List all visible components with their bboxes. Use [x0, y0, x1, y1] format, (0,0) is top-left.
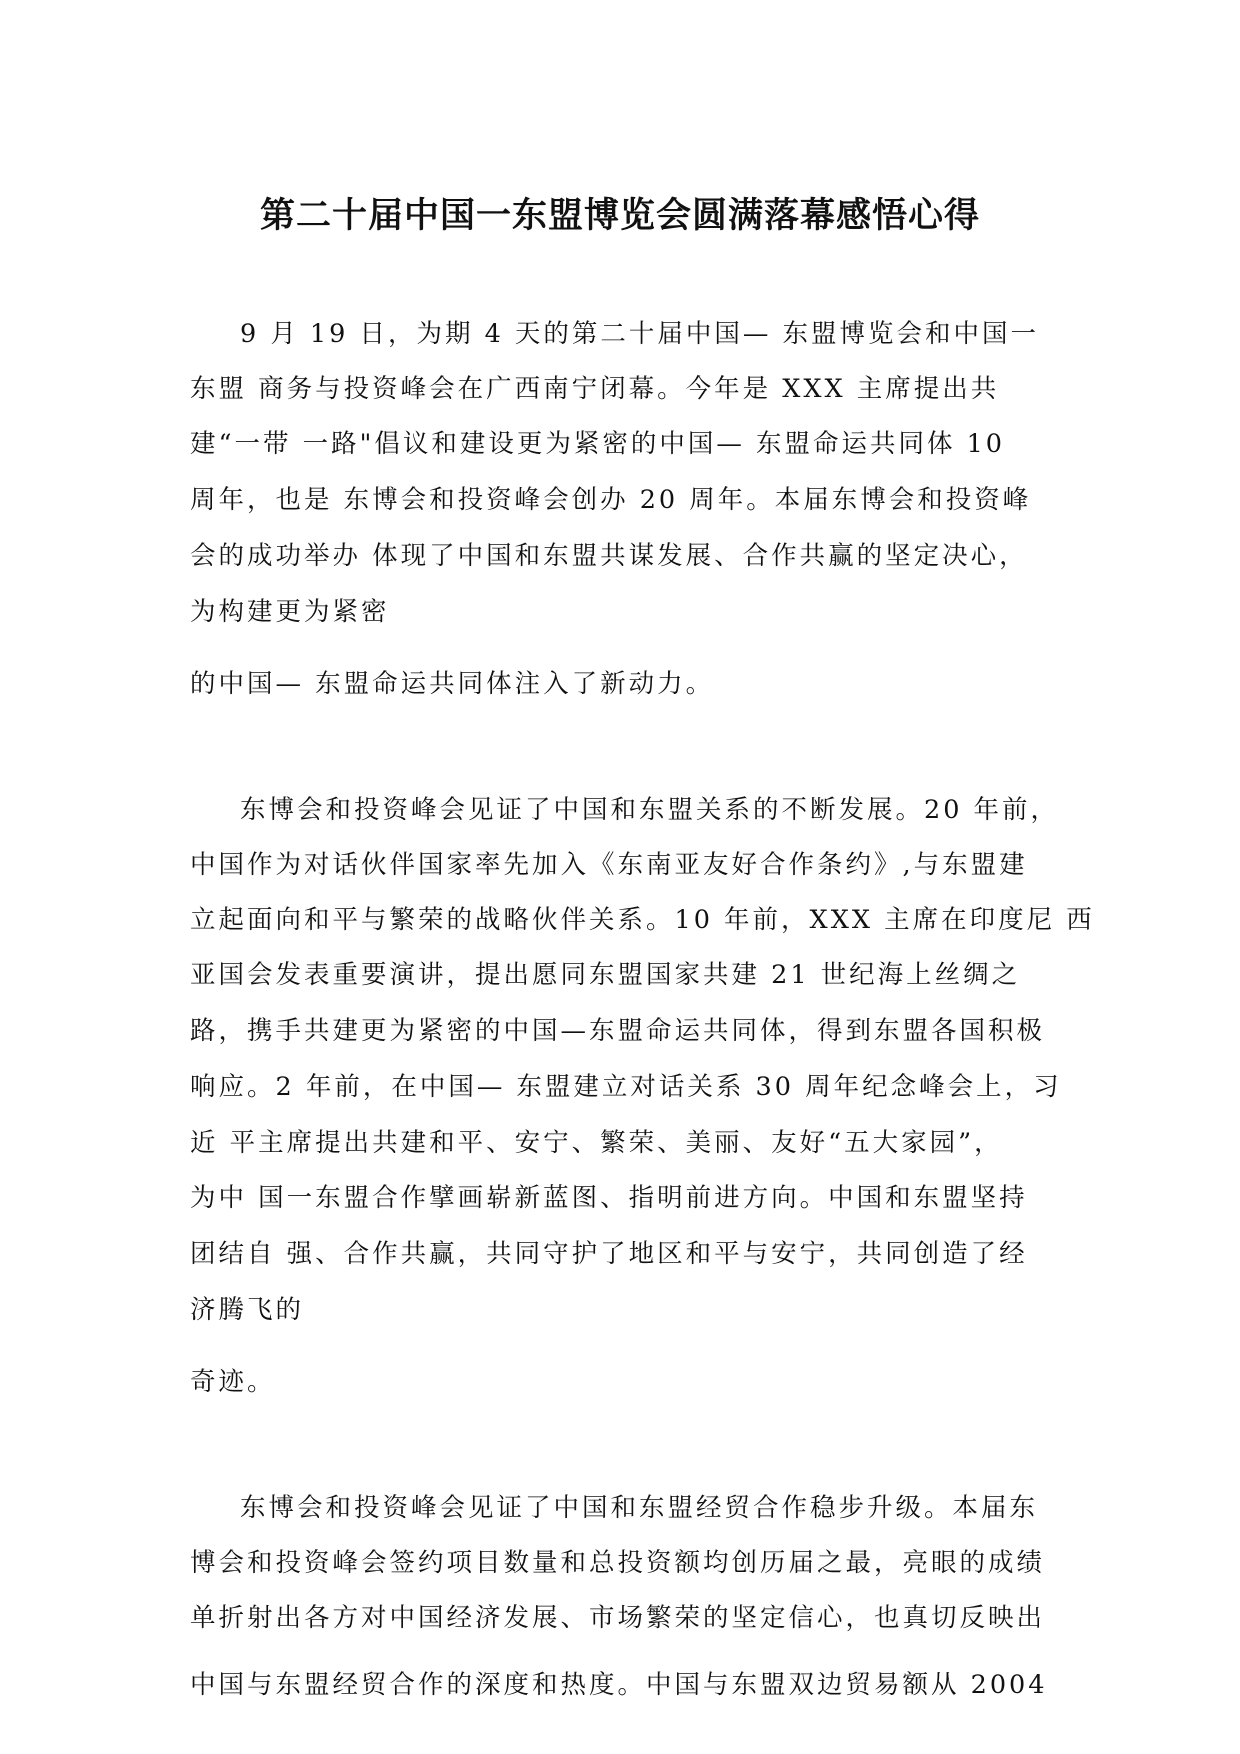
paragraph-2-line-11: 奇迹。: [190, 1367, 276, 1397]
paragraph-2-line-5: 路，携手共建更为紧密的中国—东盟命运共同体，得到东盟各国积极: [190, 1016, 1046, 1046]
paragraph-2-line-1: 东博会和投资峰会见证了中国和东盟关系的不断发展。20 年前，: [240, 795, 1060, 825]
paragraph-1-line-2: 东盟 商务与投资峰会在广西南宁闭幕。今年是 XXX 主席提出共: [190, 374, 1000, 404]
paragraph-1-line-7: 的中国— 东盟命运共同体注入了新动力。: [190, 669, 715, 699]
paragraph-3-line-4: 中国与东盟经贸合作的深度和热度。中国与东盟双边贸易额从 2004: [190, 1670, 1048, 1700]
paragraph-1-line-6: 为构建更为紧密: [190, 597, 390, 627]
paragraph-1-line-5: 会的成功举办 体现了中国和东盟共谋发展、合作共赢的坚定决心，: [190, 541, 1028, 571]
paragraph-2-line-2: 中国作为对话伙伴国家率先加入《东南亚友好合作条约》,与东盟建: [190, 850, 1028, 880]
paragraph-1-line-4: 周年，也是 东博会和投资峰会创办 20 周年。本届东博会和投资峰: [190, 485, 1032, 515]
paragraph-2-line-10: 济腾飞的: [190, 1295, 305, 1325]
paragraph-2-line-8: 为中 国一东盟合作擘画崭新蓝图、指明前进方向。中国和东盟坚持: [190, 1183, 1028, 1213]
paragraph-2-line-4: 亚国会发表重要演讲，提出愿同东盟国家共建 21 世纪海上丝绸之: [190, 960, 1021, 990]
paragraph-1-line-3: 建“一带 一路"倡议和建设更为紧密的中国— 东盟命运共同体 10: [190, 429, 1006, 459]
paragraph-2-line-3: 立起面向和平与繁荣的战略伙伴关系。10 年前，XXX 主席在印度尼 西: [190, 905, 1095, 935]
paragraph-2-line-9: 团结自 强、合作共赢，共同守护了地区和平与安宁，共同创造了经: [190, 1239, 1028, 1269]
document-title: 第二十届中国一东盟博览会圆满落幕感悟心得: [259, 196, 980, 236]
paragraph-2-line-6: 响应。2 年前，在中国— 东盟建立对话关系 30 周年纪念峰会上，习: [190, 1072, 1062, 1102]
paragraph-3-line-2: 博会和投资峰会签约项目数量和总投资额均创历届之最，亮眼的成绩: [190, 1548, 1046, 1578]
paragraph-3-line-1: 东博会和投资峰会见证了中国和东盟经贸合作稳步升级。本届东: [240, 1493, 1039, 1523]
paragraph-2-line-7: 近 平主席提出共建和平、安宁、繁荣、美丽、友好“五大家园”，: [190, 1128, 1003, 1158]
paragraph-3-line-3: 单折射出各方对中国经济发展、市场繁荣的坚定信心，也真切反映出: [190, 1603, 1046, 1633]
paragraph-1-line-1: 9 月 19 日，为期 4 天的第二十届中国— 东盟博览会和中国一: [240, 319, 1040, 349]
